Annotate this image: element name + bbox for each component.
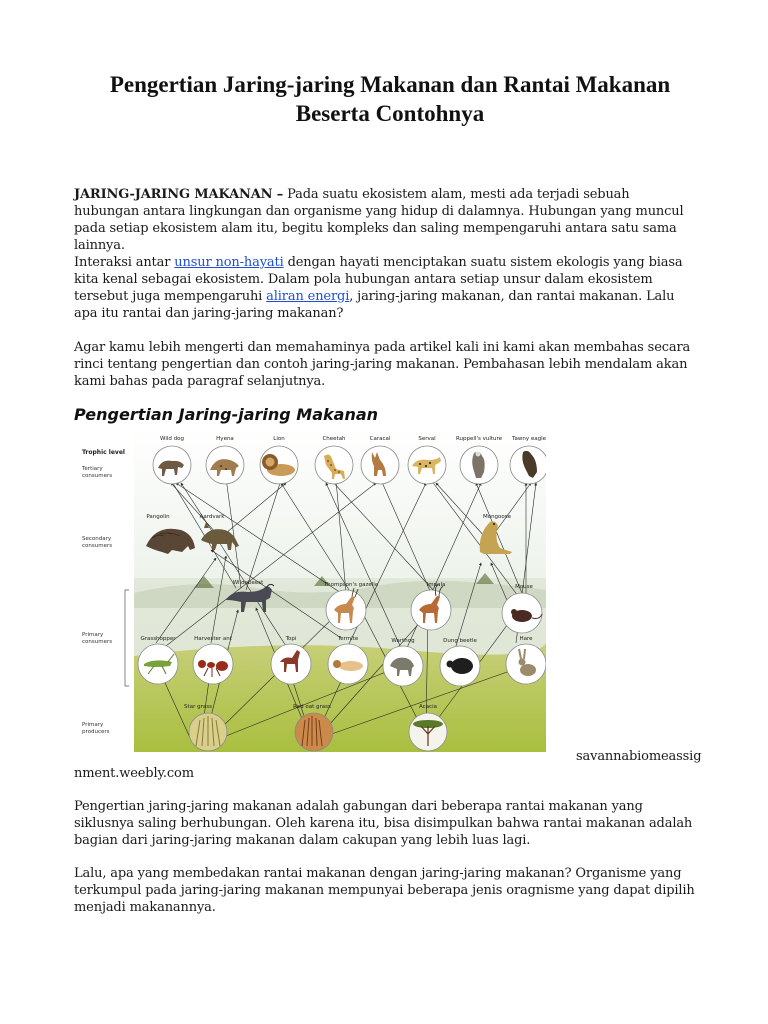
label-ruppells-vulture: Ruppell's vulture xyxy=(455,436,503,442)
image-credit-part-1: savannabiomeassig xyxy=(576,749,702,764)
label-tawny-eagle: Tawny eagle xyxy=(512,436,546,442)
caracal-icon xyxy=(361,446,399,484)
primary-label-2: consumers xyxy=(82,639,113,645)
paragraph-3: Agar kamu lebih mengerti dan memahaminya pada artikel kali ini kami akan membahas secara rinci tentang pengertian dan contoh jaring-jaring makanan. Pembahasan lebih mendalam akan kami bahas pada paragraf selanjutnya. xyxy=(74,340,691,389)
cheetah-icon xyxy=(315,446,353,484)
label-hyena: Hyena xyxy=(216,436,234,442)
mouse-icon xyxy=(502,593,542,633)
lion-icon xyxy=(260,446,298,484)
acacia-icon xyxy=(409,713,447,751)
red-oat-grass-icon xyxy=(295,713,333,751)
p2-text-3: , jaring-jaring makanan, dan rantai makanan. Lalu apa itu rantai dan jaring-jaring makanan? xyxy=(74,289,675,321)
producers-label-2: producers xyxy=(82,729,110,735)
food-web-diagram xyxy=(76,428,546,752)
primary-bracket xyxy=(125,590,129,686)
link-unsur-non-hayati[interactable]: unsur non-hayati xyxy=(174,255,284,270)
harvester-ant-icon xyxy=(193,644,233,684)
label-pangolin: Pangolin xyxy=(146,514,170,520)
tawny-eagle-icon xyxy=(510,446,546,484)
tertiary-label-1: Tertiary xyxy=(82,466,103,472)
label-impala: Impala xyxy=(426,582,446,588)
p2-text-1: Interaksi antar xyxy=(74,255,175,270)
tertiary-label-2: consumers xyxy=(82,473,113,479)
label-termite: Termite xyxy=(337,636,359,642)
label-thompsons-gazelle: Thompson's gazelle xyxy=(323,582,379,588)
dung-beetle-icon xyxy=(440,646,480,686)
producers-label-1: Primary xyxy=(82,722,104,728)
label-warthog: Warthog xyxy=(391,638,415,644)
label-wildebeest: Wildebeest xyxy=(232,580,264,586)
intro-text: Pada suatu ekosistem alam, mesti ada terjadi sebuah hubungan antara lingkungan dan organisme yang hidup di dalamnya. Hubungan yang muncul pada setiap ekosistem alam itu, begitu kompleks dan saling mempengaruhi antara satu sama lainnya. xyxy=(74,187,684,253)
p2-text-2: dengan hayati menciptakan suatu sistem ekologis yang biasa kita kenal sebagai ekosistem. Dalam pola hubungan antara setiap unsur dalam ekosistem tersebut juga mempengaruhi xyxy=(74,255,683,304)
secondary-label-2: consumers xyxy=(82,543,113,549)
star-grass-icon xyxy=(189,713,227,751)
topi-icon xyxy=(271,644,311,684)
label-acacia: Acacia xyxy=(419,704,437,710)
secondary-label-1: Secondary xyxy=(82,536,112,542)
ruppells-vulture-icon xyxy=(460,446,498,484)
intro-paragraph xyxy=(74,186,698,254)
label-lion: Lion xyxy=(273,436,285,442)
hare-icon xyxy=(506,644,546,684)
label-red-oat-grass: Red oat grass xyxy=(293,704,331,710)
primary-label-1: Primary xyxy=(82,632,104,638)
label-grasshopper: Grasshopper xyxy=(140,636,176,642)
article-title: Pengertian Jaring-jaring Makanan dan Rantai Makanan Beserta Contohnya xyxy=(109,72,671,126)
termite-icon xyxy=(328,644,368,684)
serval-icon xyxy=(408,446,446,484)
image-credit-part-2: nment.weebly.com xyxy=(74,766,194,781)
label-hare: Hare xyxy=(519,636,533,642)
label-dung-beetle: Dung beetle xyxy=(443,638,477,644)
wild-dog-icon xyxy=(153,446,191,484)
paragraph-2 xyxy=(74,254,698,322)
label-serval: Serval xyxy=(418,436,436,442)
food-web-figure xyxy=(76,428,546,752)
label-mouse: Mouse xyxy=(515,584,533,590)
section-heading: Pengertian Jaring-jaring Makanan xyxy=(74,405,379,424)
label-aardvark: Aardvark xyxy=(199,514,225,520)
warthog-icon xyxy=(383,646,423,686)
label-mongoose: Mongoose xyxy=(482,514,512,520)
label-wild-dog: Wild dog xyxy=(160,436,184,442)
hyena-icon xyxy=(206,446,244,484)
label-topi: Topi xyxy=(285,636,297,642)
trophic-level-label: Trophic level xyxy=(82,449,125,456)
label-harvester-ant: Harvester ant xyxy=(194,636,232,642)
label-caracal: Caracal xyxy=(369,436,391,442)
paragraph-4: Pengertian jaring-jaring makanan adalah gabungan dari beberapa rantai makanan yang siklusnya saling berhubungan. Oleh karena itu, bisa disimpulkan bahwa rantai makanan adalah bagian dari jaring-jaring makanan dalam cakupan yang lebih luas lagi. xyxy=(74,799,693,848)
paragraph-5: Lalu, apa yang membedakan rantai makanan dengan jaring-jaring makanan? Organisme yang terkumpul pada jaring-jaring makanan mempunyai beberapa jenis oragnisme yang dapat dipilih menjadi makanannya. xyxy=(74,866,695,915)
label-star-grass: Star grass xyxy=(184,704,212,710)
label-cheetah: Cheetah xyxy=(322,436,346,442)
link-aliran-energi[interactable]: aliran energi xyxy=(266,289,350,304)
grasshopper-icon xyxy=(138,644,178,684)
intro-lead: JARING-JARING MAKANAN – xyxy=(74,187,284,202)
